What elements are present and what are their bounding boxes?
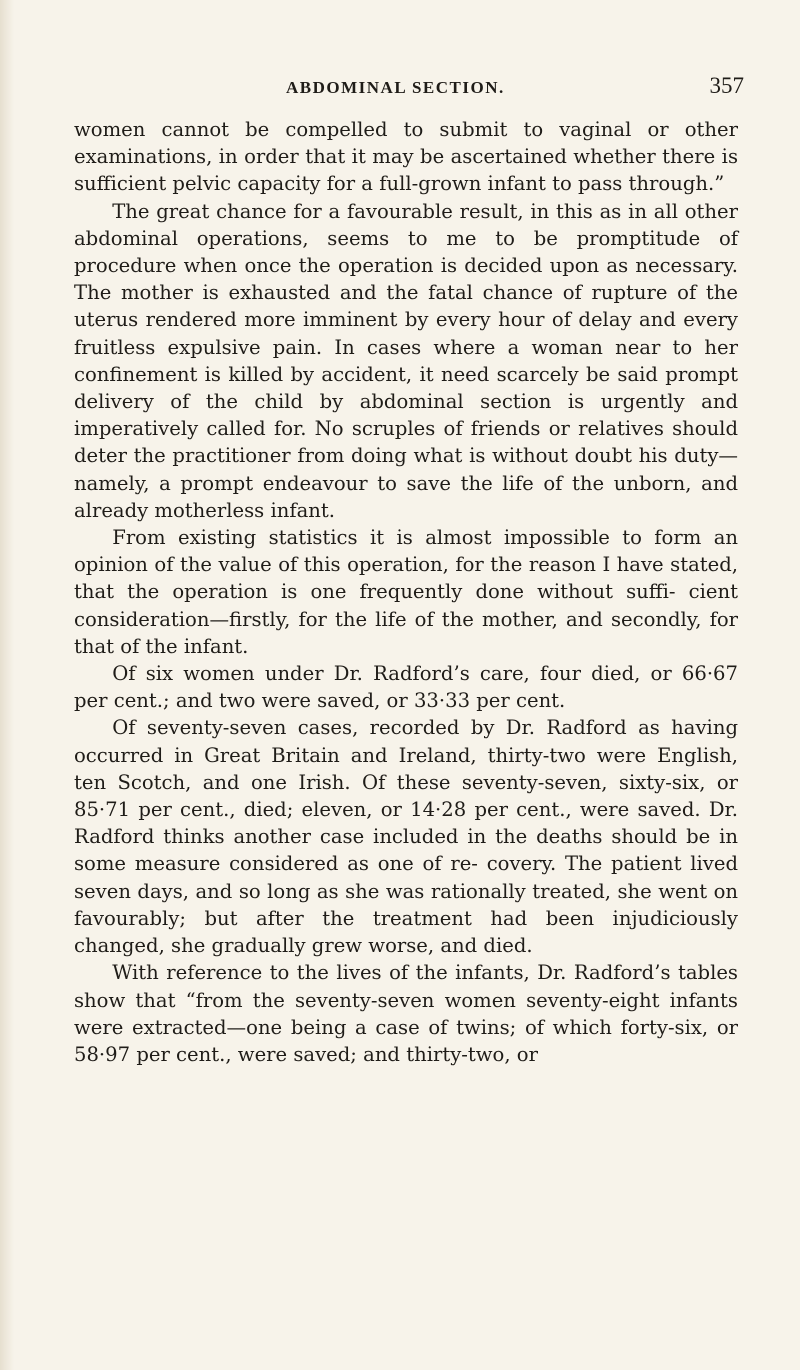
paragraph-4: Of six women under Dr. Radford’s care, four died, or 66·67 per cent.; and two were saved, or 33·33 per cent. <box>74 662 738 713</box>
page-number: 357 <box>709 73 744 98</box>
paragraph-1: women cannot be compelled to submit to vaginal or other examinations, in order that it may be ascertained whether there is sufficient pelvic capacity for a full-grown infant to pass through.” <box>74 118 738 196</box>
running-title: ABDOMINAL SECTION. <box>286 78 505 97</box>
paragraph-2: The great chance for a favourable result, in this as in all other abdominal operations, seems to me to be promptitude of procedure when once the operation is decided upon as necessary. The mother is exhausted and the fatal chance of rupture of the uterus rendered more imminent by every hour of delay and every fruitless expulsive pain. In cases where a woman near to her confinement is killed by accident, it need scarcely be said prompt delivery of the child by abdominal section is urgently and imperatively called for. No scruples of friends or relatives should deter the practitioner from doing what is without doubt his duty—namely, a prompt endeavour to save the life of the unborn, and already motherless infant. <box>74 199 738 522</box>
paragraph-6: With reference to the lives of the infants, Dr. Radford’s tables show that “from the seventy-seven women seventy-eight infants were extracted—one being a case of twins; of which forty-six, or 58·97 per cent., were saved; and thirty-two, or <box>74 961 738 1066</box>
spine-shadow <box>0 0 14 1370</box>
body-text <box>74 116 738 1068</box>
paragraph-5: Of seventy-seven cases, recorded by Dr. Radford as having occurred in Great Britain and Ireland, thirty-two were English, ten Scotch, and one Irish. Of these seventy-seven, sixty-six, or 85·71 per cent., died; eleven, or 14·28 per cent., were saved. Dr. Radford thinks another case included in the deaths should be in some measure considered as one of re- covery. The patient lived seven days, and so long as she was rationally treated, she went on favourably; but after the treatment had been injudiciously changed, she gradually grew worse, and died. <box>74 716 738 958</box>
paragraph-3: From existing statistics it is almost impossible to form an opinion of the value of this operation, for the reason I have stated, that the operation is one frequently done without suffi- cient consideration—firstly, for the life of the mother, and secondly, for that of the infant. <box>74 526 738 658</box>
